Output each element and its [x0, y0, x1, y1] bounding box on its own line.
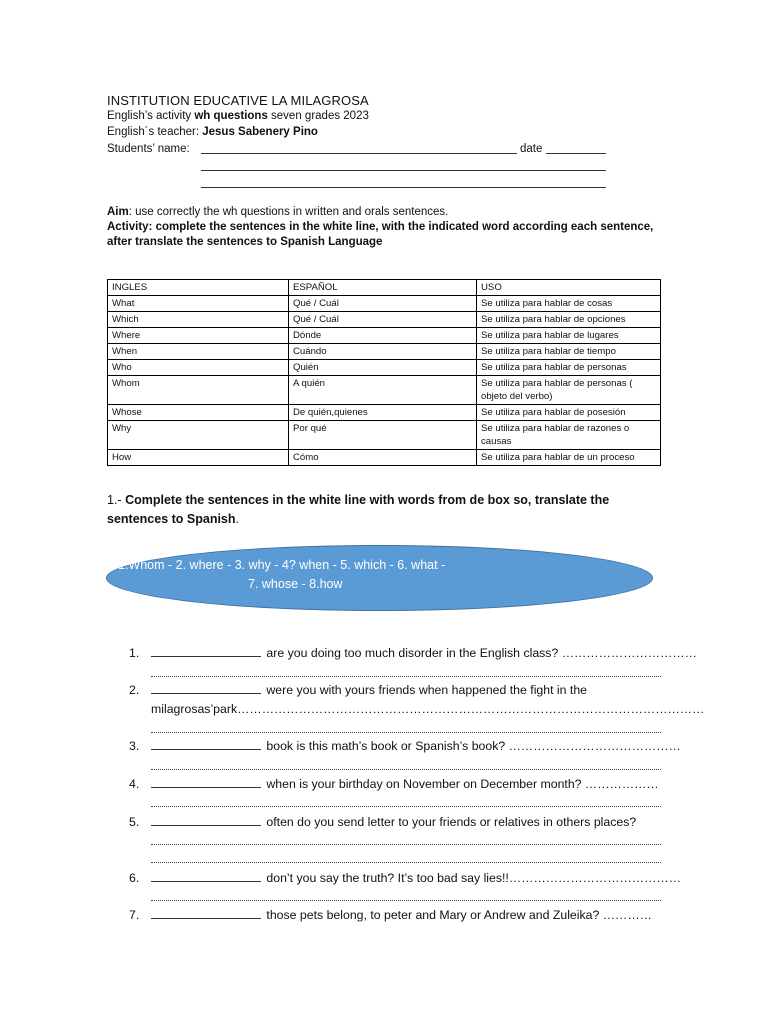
institution-title: INSTITUTION EDUCATIVE LA MILAGROSA — [107, 93, 369, 108]
header-ingles: INGLES — [108, 280, 289, 296]
activity-prefix: English’s activity — [107, 110, 195, 122]
translation-line[interactable] — [151, 844, 661, 845]
cell-espanol: De quién,quienes — [289, 405, 477, 421]
table-row — [108, 421, 661, 450]
cell-ingles: Whose — [108, 405, 289, 421]
students-line — [107, 142, 190, 157]
question-text: when is your birthday on November on December month? ……………… — [263, 777, 659, 791]
teacher-label: English´s teacher: — [107, 126, 203, 138]
cell-ingles: What — [108, 296, 289, 312]
cell-uso: Se utiliza para hablar de cosas — [477, 296, 661, 312]
word-box-oval — [106, 545, 653, 611]
answer-blank[interactable] — [151, 682, 261, 694]
table-row — [108, 344, 661, 360]
students-label: Students’ name: — [107, 143, 190, 155]
cell-ingles: Whom — [108, 376, 289, 405]
exercise-heading — [107, 491, 667, 529]
question-number: 4. — [129, 777, 140, 791]
aim-section — [107, 205, 667, 250]
answer-blank[interactable] — [151, 870, 261, 882]
cell-ingles: Where — [108, 328, 289, 344]
teacher-name: Jesus Sabenery Pino — [202, 126, 318, 138]
students-name-blank-1[interactable] — [201, 153, 517, 154]
table-header-row — [108, 280, 661, 296]
cell-uso: Se utiliza para hablar de opciones — [477, 312, 661, 328]
date-label: date — [520, 143, 543, 155]
question-number: 5. — [129, 815, 140, 829]
cell-espanol: Cómo — [289, 450, 477, 466]
students-name-blank-2[interactable] — [201, 170, 606, 171]
question-number: 1. — [129, 646, 140, 660]
cell-ingles: Who — [108, 360, 289, 376]
cell-uso: Se utiliza para hablar de lugares — [477, 328, 661, 344]
question-number: 7. — [129, 908, 140, 922]
cell-ingles: Which — [108, 312, 289, 328]
cell-espanol: Quién — [289, 360, 477, 376]
cell-espanol: A quién — [289, 376, 477, 405]
activity-instructions: Activity: complete the sentences in the white line, with the indicated word according each sentence, after translate the sentences to Spanish Language — [107, 221, 654, 248]
exercise-instructions: Complete the sentences in the white line with words from de box so, translate the sentences to Spanish — [107, 493, 610, 526]
table-row — [108, 450, 661, 466]
cell-espanol: Qué / Cuál — [289, 312, 477, 328]
cell-uso: Se utiliza para hablar de tiempo — [477, 344, 661, 360]
question-text: book is this math’s book or Spanish’s book? …………………………………… — [263, 739, 681, 753]
translation-line[interactable] — [151, 900, 661, 901]
table-row — [108, 328, 661, 344]
exercise-instructions-end: . — [235, 512, 239, 526]
table-row — [108, 360, 661, 376]
answer-blank[interactable] — [151, 907, 261, 919]
question-text: don’t you say the truth? It’s too bad say lies!!…………………………………… — [263, 871, 682, 885]
cell-espanol: Dónde — [289, 328, 477, 344]
translation-line[interactable] — [151, 769, 661, 770]
cell-ingles: Why — [108, 421, 289, 450]
question-text: often do you send letter to your friends or relatives in others places? — [263, 815, 637, 829]
question-text: those pets belong, to peter and Mary or Andrew and Zuleika? ………… — [263, 908, 652, 922]
cell-espanol: Por qué — [289, 421, 477, 450]
aim-label: Aim — [107, 206, 129, 218]
table-row — [108, 296, 661, 312]
answer-blank[interactable] — [151, 738, 261, 750]
aim-paragraph — [107, 205, 667, 220]
cell-uso: Se utiliza para hablar de razones o causas — [477, 421, 661, 450]
answer-blank[interactable] — [151, 814, 261, 826]
cell-uso: Se utiliza para hablar de un proceso — [477, 450, 661, 466]
students-name-blank-3[interactable] — [201, 187, 606, 188]
header-uso: USO — [477, 280, 661, 296]
word-box-line-2: 7. whose - 8.how — [248, 577, 343, 591]
cell-ingles: How — [108, 450, 289, 466]
question-text: are you doing too much disorder in the English class? …………………………… — [263, 646, 697, 660]
cell-uso: Se utiliza para hablar de posesión — [477, 405, 661, 421]
activity-suffix: seven grades 2023 — [267, 110, 369, 122]
activity-topic: wh questions — [194, 110, 268, 122]
translation-line[interactable] — [151, 806, 661, 807]
exercise-number: 1.- — [107, 493, 126, 507]
cell-uso: Se utiliza para hablar de personas ( objeto del verbo) — [477, 376, 661, 405]
cell-espanol: Cuándo — [289, 344, 477, 360]
cell-uso: Se utiliza para hablar de personas — [477, 360, 661, 376]
date-blank[interactable] — [546, 153, 606, 154]
table-row — [108, 376, 661, 405]
translation-line[interactable] — [151, 862, 661, 863]
aim-text: : use correctly the wh questions in written and orals sentences. — [128, 206, 449, 218]
question-number: 2. — [129, 683, 140, 697]
wh-words-table — [107, 279, 661, 466]
word-box-line-1: 1.Whom - 2. where - 3. why - 4? when - 5. which - 6. what - — [118, 558, 446, 572]
teacher-line — [107, 125, 318, 140]
answer-blank[interactable] — [151, 645, 261, 657]
cell-espanol: Qué / Cuál — [289, 296, 477, 312]
translation-line[interactable] — [151, 676, 661, 677]
cell-ingles: When — [108, 344, 289, 360]
question-number: 3. — [129, 739, 140, 753]
table-row — [108, 312, 661, 328]
question-number: 6. — [129, 871, 140, 885]
question-text-continued: milagrosas’park…………………………………………………………………………………………………… — [151, 702, 705, 716]
translation-line[interactable] — [151, 732, 661, 733]
header-espanol: ESPAÑOL — [289, 280, 477, 296]
activity-line — [107, 109, 369, 124]
table-row — [108, 405, 661, 421]
question-text: were you with yours friends when happened the fight in the — [263, 683, 588, 697]
answer-blank[interactable] — [151, 776, 261, 788]
